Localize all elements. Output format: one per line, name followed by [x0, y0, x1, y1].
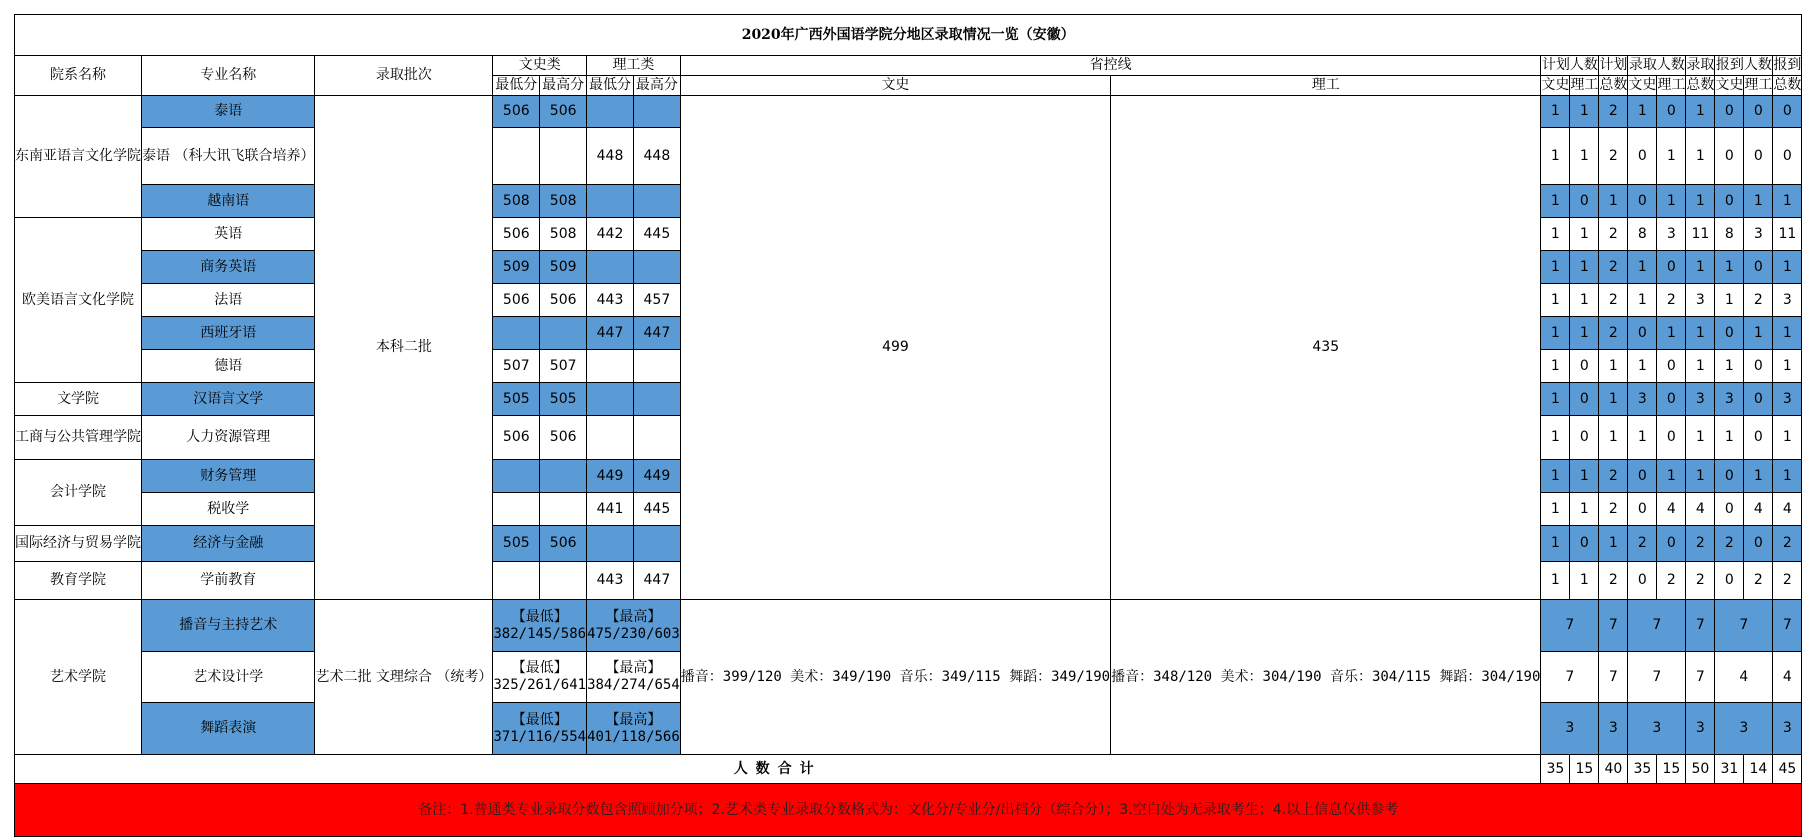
total-p-t: 40 — [1599, 755, 1628, 784]
count-a-w: 1 — [1628, 350, 1657, 383]
count-a-t: 1 — [1686, 128, 1715, 185]
art-plan: 3 — [1541, 703, 1599, 755]
art-plan: 7 — [1541, 600, 1599, 652]
art-admit: 7 — [1628, 600, 1686, 652]
count-a-t: 1 — [1686, 251, 1715, 284]
count-p-t: 2 — [1599, 251, 1628, 284]
college-name: 会计学院 — [15, 460, 142, 526]
header-report-li: 理工 — [1744, 76, 1773, 96]
count-p-t: 2 — [1599, 128, 1628, 185]
header-college: 院系名称 — [15, 56, 142, 96]
count-r-w: 8 — [1715, 218, 1744, 251]
count-a-l: 2 — [1657, 562, 1686, 600]
count-a-w: 0 — [1628, 493, 1657, 526]
count-p-t: 1 — [1599, 350, 1628, 383]
count-r-t: 3 — [1773, 284, 1802, 317]
score-w-max: 509 — [540, 251, 587, 284]
score-w-max: 506 — [540, 416, 587, 460]
count-r-l: 1 — [1744, 317, 1773, 350]
header-wenshi: 文史类 — [493, 56, 587, 76]
score-l-max — [633, 416, 680, 460]
total-a-t: 50 — [1686, 755, 1715, 784]
count-r-l: 2 — [1744, 284, 1773, 317]
college-name: 国际经济与贸易学院 — [15, 526, 142, 562]
count-r-t: 1 — [1773, 317, 1802, 350]
count-a-w: 8 — [1628, 218, 1657, 251]
footnote: 备注：1.普通类专业录取分数包含照顾加分项；2.艺术类专业录取分数格式为：文化分/专业分/出档分（综合分）；3.空白处为无录取考生；4.以上信息仅供参考 — [15, 784, 1802, 837]
score-l-max: 449 — [633, 460, 680, 493]
major-name: 艺术设计学 — [142, 652, 315, 703]
major-name: 泰语 — [142, 96, 315, 128]
count-p-w: 1 — [1541, 128, 1570, 185]
art-admit-total: 7 — [1686, 600, 1715, 652]
art-score-low — [493, 600, 587, 652]
count-p-t: 1 — [1599, 383, 1628, 416]
header-admit-li: 理工 — [1657, 76, 1686, 96]
major-name: 舞蹈表演 — [142, 703, 315, 755]
score-l-max — [633, 526, 680, 562]
header-report-total-2: 总数 — [1773, 76, 1802, 96]
header-plan-li: 理工 — [1570, 76, 1599, 96]
count-p-l: 0 — [1570, 526, 1599, 562]
score-w-max: 505 — [540, 383, 587, 416]
art-score-high — [587, 652, 681, 703]
count-p-w: 1 — [1541, 416, 1570, 460]
total-p-w: 35 — [1541, 755, 1570, 784]
count-a-l: 1 — [1657, 460, 1686, 493]
score-l-min — [587, 383, 634, 416]
score-l-min: 442 — [587, 218, 634, 251]
count-r-w: 2 — [1715, 526, 1744, 562]
count-p-l: 1 — [1570, 251, 1599, 284]
count-r-t: 0 — [1773, 96, 1802, 128]
count-r-l: 1 — [1744, 460, 1773, 493]
score-w-max — [540, 317, 587, 350]
score-w-min: 505 — [493, 526, 540, 562]
total-r-l: 14 — [1744, 755, 1773, 784]
score-l-min: 449 — [587, 460, 634, 493]
art-report: 7 — [1715, 600, 1773, 652]
header-plan: 计划人数 — [1541, 56, 1599, 76]
score-w-max: 506 — [540, 96, 587, 128]
count-p-w: 1 — [1541, 493, 1570, 526]
count-a-t: 3 — [1686, 383, 1715, 416]
college-name: 欧美语言文化学院 — [15, 218, 142, 383]
score-l-max — [633, 96, 680, 128]
count-a-t: 1 — [1686, 96, 1715, 128]
table-row — [15, 600, 1802, 652]
art-score-low — [493, 652, 587, 703]
score-w-min: 507 — [493, 350, 540, 383]
control-line-li: 435 — [1111, 96, 1541, 600]
count-r-l: 0 — [1744, 416, 1773, 460]
header-report-wen: 文史 — [1715, 76, 1744, 96]
art-report: 4 — [1715, 652, 1773, 703]
header-control-wen: 文史 — [680, 76, 1110, 96]
count-r-l: 0 — [1744, 128, 1773, 185]
count-a-t: 1 — [1686, 185, 1715, 218]
count-a-l: 1 — [1657, 317, 1686, 350]
count-a-t: 1 — [1686, 350, 1715, 383]
score-l-max: 445 — [633, 493, 680, 526]
count-p-l: 1 — [1570, 128, 1599, 185]
major-name: 越南语 — [142, 185, 315, 218]
score-w-min — [493, 493, 540, 526]
count-a-l: 3 — [1657, 218, 1686, 251]
count-r-w: 0 — [1715, 562, 1744, 600]
college-name: 文学院 — [15, 383, 142, 416]
count-a-w: 0 — [1628, 562, 1657, 600]
count-a-l: 1 — [1657, 128, 1686, 185]
total-a-w: 35 — [1628, 755, 1657, 784]
major-name: 西班牙语 — [142, 317, 315, 350]
count-r-t: 3 — [1773, 383, 1802, 416]
art-score-high — [587, 600, 681, 652]
major-name: 人力资源管理 — [142, 416, 315, 460]
score-l-min — [587, 350, 634, 383]
header-plan-total-1: 计划 — [1599, 56, 1628, 76]
art-score-high — [587, 703, 681, 755]
score-l-min — [587, 185, 634, 218]
count-a-l: 2 — [1657, 284, 1686, 317]
count-a-w: 2 — [1628, 526, 1657, 562]
college-name: 工商与公共管理学院 — [15, 416, 142, 460]
count-r-w: 1 — [1715, 416, 1744, 460]
art-report-total: 4 — [1773, 652, 1802, 703]
count-r-t: 2 — [1773, 562, 1802, 600]
count-p-l: 1 — [1570, 493, 1599, 526]
count-a-l: 0 — [1657, 526, 1686, 562]
major-name: 汉语言文学 — [142, 383, 315, 416]
count-r-w: 1 — [1715, 251, 1744, 284]
header-report-total-1: 报到 — [1773, 56, 1802, 76]
count-a-t: 2 — [1686, 526, 1715, 562]
score-l-max: 445 — [633, 218, 680, 251]
count-a-t: 3 — [1686, 284, 1715, 317]
header-admit-wen: 文史 — [1628, 76, 1657, 96]
count-r-t: 0 — [1773, 128, 1802, 185]
art-admit: 7 — [1628, 652, 1686, 703]
art-control-line-wen: 播音：399/120 美术：349/190 音乐：349/115 舞蹈：349/190 — [680, 600, 1110, 755]
total-p-l: 15 — [1570, 755, 1599, 784]
art-score-high-label: 【最高】 — [605, 711, 662, 728]
score-l-max — [633, 350, 680, 383]
count-r-l: 0 — [1744, 96, 1773, 128]
batch-name: 本科二批 — [315, 96, 493, 600]
count-a-w: 3 — [1628, 383, 1657, 416]
score-w-min — [493, 317, 540, 350]
count-p-l: 0 — [1570, 350, 1599, 383]
count-p-l: 1 — [1570, 317, 1599, 350]
score-w-max: 508 — [540, 218, 587, 251]
count-r-t: 1 — [1773, 416, 1802, 460]
score-w-min — [493, 460, 540, 493]
count-p-w: 1 — [1541, 251, 1570, 284]
count-p-l: 0 — [1570, 383, 1599, 416]
count-r-l: 1 — [1744, 185, 1773, 218]
score-l-min — [587, 526, 634, 562]
count-p-w: 1 — [1541, 383, 1570, 416]
header-batch: 录取批次 — [315, 56, 493, 96]
score-l-max: 447 — [633, 317, 680, 350]
major-name: 德语 — [142, 350, 315, 383]
count-a-t: 4 — [1686, 493, 1715, 526]
count-r-t: 11 — [1773, 218, 1802, 251]
score-w-max: 506 — [540, 284, 587, 317]
score-w-max — [540, 562, 587, 600]
art-score-low-label: 【最低】 — [511, 660, 568, 676]
score-l-max: 447 — [633, 562, 680, 600]
count-r-t: 1 — [1773, 251, 1802, 284]
art-score-high-label: 【最高】 — [605, 608, 662, 625]
header-wen-max: 最高分 — [540, 76, 587, 96]
score-l-max — [633, 383, 680, 416]
art-score-high-label: 【最高】 — [605, 660, 662, 676]
art-plan-total: 7 — [1599, 652, 1628, 703]
art-score-high-value: 401/118/566 — [587, 728, 680, 745]
art-score-low — [493, 703, 587, 755]
count-p-t: 2 — [1599, 218, 1628, 251]
header-ligong: 理工类 — [587, 56, 681, 76]
header-major: 专业名称 — [142, 56, 315, 96]
count-p-l: 1 — [1570, 562, 1599, 600]
header-control-line: 省控线 — [680, 56, 1541, 76]
count-r-l: 2 — [1744, 562, 1773, 600]
count-p-l: 1 — [1570, 460, 1599, 493]
count-a-w: 0 — [1628, 460, 1657, 493]
art-score-low-value: 325/261/641 — [493, 677, 587, 693]
art-score-low-value: 371/116/554 — [493, 728, 587, 745]
count-p-t: 2 — [1599, 317, 1628, 350]
score-w-min: 505 — [493, 383, 540, 416]
header-plan-wen: 文史 — [1541, 76, 1570, 96]
count-r-w: 0 — [1715, 493, 1744, 526]
count-r-w: 0 — [1715, 128, 1744, 185]
count-a-l: 0 — [1657, 350, 1686, 383]
header-admit-total-2: 总数 — [1686, 76, 1715, 96]
score-w-min: 506 — [493, 284, 540, 317]
score-w-max — [540, 460, 587, 493]
count-a-w: 1 — [1628, 251, 1657, 284]
art-score-low-value: 382/145/586 — [493, 625, 587, 642]
count-p-l: 0 — [1570, 185, 1599, 218]
page-title: 2020年广西外国语学院分地区录取情况一览（安徽） — [15, 15, 1802, 56]
art-report-total: 3 — [1773, 703, 1802, 755]
score-w-min — [493, 128, 540, 185]
count-p-w: 1 — [1541, 562, 1570, 600]
control-line-wen: 499 — [680, 96, 1110, 600]
count-a-w: 1 — [1628, 416, 1657, 460]
admission-table — [14, 14, 1802, 837]
count-r-w: 1 — [1715, 350, 1744, 383]
major-name: 财务管理 — [142, 460, 315, 493]
batch-name: 艺术二批 文理综合 （统考） — [315, 600, 493, 755]
count-a-t: 11 — [1686, 218, 1715, 251]
score-w-min: 506 — [493, 416, 540, 460]
count-a-l: 0 — [1657, 383, 1686, 416]
count-a-l: 1 — [1657, 185, 1686, 218]
major-name: 播音与主持艺术 — [142, 600, 315, 652]
count-a-w: 0 — [1628, 128, 1657, 185]
art-control-line-li: 播音：348/120 美术：304/190 音乐：304/115 舞蹈：304/190 — [1111, 600, 1541, 755]
count-a-t: 1 — [1686, 317, 1715, 350]
count-r-l: 0 — [1744, 251, 1773, 284]
total-a-l: 15 — [1657, 755, 1686, 784]
count-a-w: 1 — [1628, 284, 1657, 317]
header-li-max: 最高分 — [633, 76, 680, 96]
count-a-l: 0 — [1657, 96, 1686, 128]
art-score-low-label: 【最低】 — [511, 608, 568, 625]
count-a-t: 2 — [1686, 562, 1715, 600]
count-p-t: 1 — [1599, 185, 1628, 218]
major-name: 学前教育 — [142, 562, 315, 600]
header-control-li: 理工 — [1111, 76, 1541, 96]
count-p-t: 2 — [1599, 96, 1628, 128]
count-p-w: 1 — [1541, 284, 1570, 317]
art-score-high-value: 475/230/603 — [587, 625, 680, 642]
score-w-max — [540, 493, 587, 526]
major-name: 法语 — [142, 284, 315, 317]
count-a-w: 0 — [1628, 185, 1657, 218]
art-score-high-value: 384/274/654 — [587, 677, 680, 693]
count-r-t: 4 — [1773, 493, 1802, 526]
count-p-w: 1 — [1541, 96, 1570, 128]
count-a-t: 1 — [1686, 416, 1715, 460]
count-r-w: 0 — [1715, 96, 1744, 128]
count-r-w: 0 — [1715, 460, 1744, 493]
count-r-w: 0 — [1715, 185, 1744, 218]
count-p-t: 1 — [1599, 526, 1628, 562]
score-w-max: 508 — [540, 185, 587, 218]
count-a-t: 1 — [1686, 460, 1715, 493]
header-wen-min: 最低分 — [493, 76, 540, 96]
count-p-l: 1 — [1570, 284, 1599, 317]
header-admit-total-1: 录取 — [1686, 56, 1715, 76]
header-li-min: 最低分 — [587, 76, 634, 96]
count-r-w: 1 — [1715, 284, 1744, 317]
count-p-l: 0 — [1570, 416, 1599, 460]
count-p-w: 1 — [1541, 526, 1570, 562]
count-a-l: 4 — [1657, 493, 1686, 526]
header-plan-total-2: 总数 — [1599, 76, 1628, 96]
art-score-low-label: 【最低】 — [511, 711, 568, 728]
score-l-min — [587, 416, 634, 460]
count-p-t: 2 — [1599, 284, 1628, 317]
college-name: 东南亚语言文化学院 — [15, 96, 142, 218]
totals-label: 人数合计 — [15, 755, 1541, 784]
art-report-total: 7 — [1773, 600, 1802, 652]
header-admit: 录取人数 — [1628, 56, 1686, 76]
totals-row — [15, 755, 1802, 784]
score-w-min: 506 — [493, 218, 540, 251]
total-r-w: 31 — [1715, 755, 1744, 784]
count-r-l: 4 — [1744, 493, 1773, 526]
count-p-l: 1 — [1570, 96, 1599, 128]
major-name: 英语 — [142, 218, 315, 251]
score-w-min: 508 — [493, 185, 540, 218]
score-l-min: 441 — [587, 493, 634, 526]
count-p-t: 1 — [1599, 416, 1628, 460]
count-a-l: 0 — [1657, 416, 1686, 460]
count-p-t: 2 — [1599, 493, 1628, 526]
count-p-t: 2 — [1599, 562, 1628, 600]
count-p-w: 1 — [1541, 460, 1570, 493]
art-plan-total: 3 — [1599, 703, 1628, 755]
count-p-w: 1 — [1541, 218, 1570, 251]
count-p-l: 1 — [1570, 218, 1599, 251]
count-p-w: 1 — [1541, 185, 1570, 218]
count-r-l: 3 — [1744, 218, 1773, 251]
score-w-max: 507 — [540, 350, 587, 383]
count-a-l: 0 — [1657, 251, 1686, 284]
score-l-max: 457 — [633, 284, 680, 317]
count-r-t: 1 — [1773, 350, 1802, 383]
count-p-t: 2 — [1599, 460, 1628, 493]
count-r-l: 0 — [1744, 350, 1773, 383]
score-l-min: 443 — [587, 562, 634, 600]
score-w-min: 509 — [493, 251, 540, 284]
count-r-w: 3 — [1715, 383, 1744, 416]
count-r-l: 0 — [1744, 383, 1773, 416]
score-l-max — [633, 185, 680, 218]
count-r-t: 1 — [1773, 185, 1802, 218]
count-a-w: 0 — [1628, 317, 1657, 350]
major-name: 经济与金融 — [142, 526, 315, 562]
major-name: 商务英语 — [142, 251, 315, 284]
count-r-t: 1 — [1773, 460, 1802, 493]
count-p-w: 1 — [1541, 317, 1570, 350]
college-name: 艺术学院 — [15, 600, 142, 755]
table-row — [15, 96, 1802, 128]
art-plan: 7 — [1541, 652, 1599, 703]
count-r-l: 0 — [1744, 526, 1773, 562]
count-p-w: 1 — [1541, 350, 1570, 383]
score-l-min: 448 — [587, 128, 634, 185]
score-l-min: 443 — [587, 284, 634, 317]
score-w-max: 506 — [540, 526, 587, 562]
score-w-min — [493, 562, 540, 600]
art-admit: 3 — [1628, 703, 1686, 755]
major-name: 泰语 （科大讯飞联合培养） — [142, 128, 315, 185]
art-report: 3 — [1715, 703, 1773, 755]
score-l-max: 448 — [633, 128, 680, 185]
score-l-min: 447 — [587, 317, 634, 350]
count-r-w: 0 — [1715, 317, 1744, 350]
score-l-min — [587, 251, 634, 284]
header-report: 报到人数 — [1715, 56, 1773, 76]
score-l-max — [633, 251, 680, 284]
art-plan-total: 7 — [1599, 600, 1628, 652]
score-w-min: 506 — [493, 96, 540, 128]
college-name: 教育学院 — [15, 562, 142, 600]
art-admit-total: 7 — [1686, 652, 1715, 703]
score-w-max — [540, 128, 587, 185]
major-name: 税收学 — [142, 493, 315, 526]
score-l-min — [587, 96, 634, 128]
count-r-t: 2 — [1773, 526, 1802, 562]
art-admit-total: 3 — [1686, 703, 1715, 755]
count-a-w: 1 — [1628, 96, 1657, 128]
total-r-t: 45 — [1773, 755, 1802, 784]
